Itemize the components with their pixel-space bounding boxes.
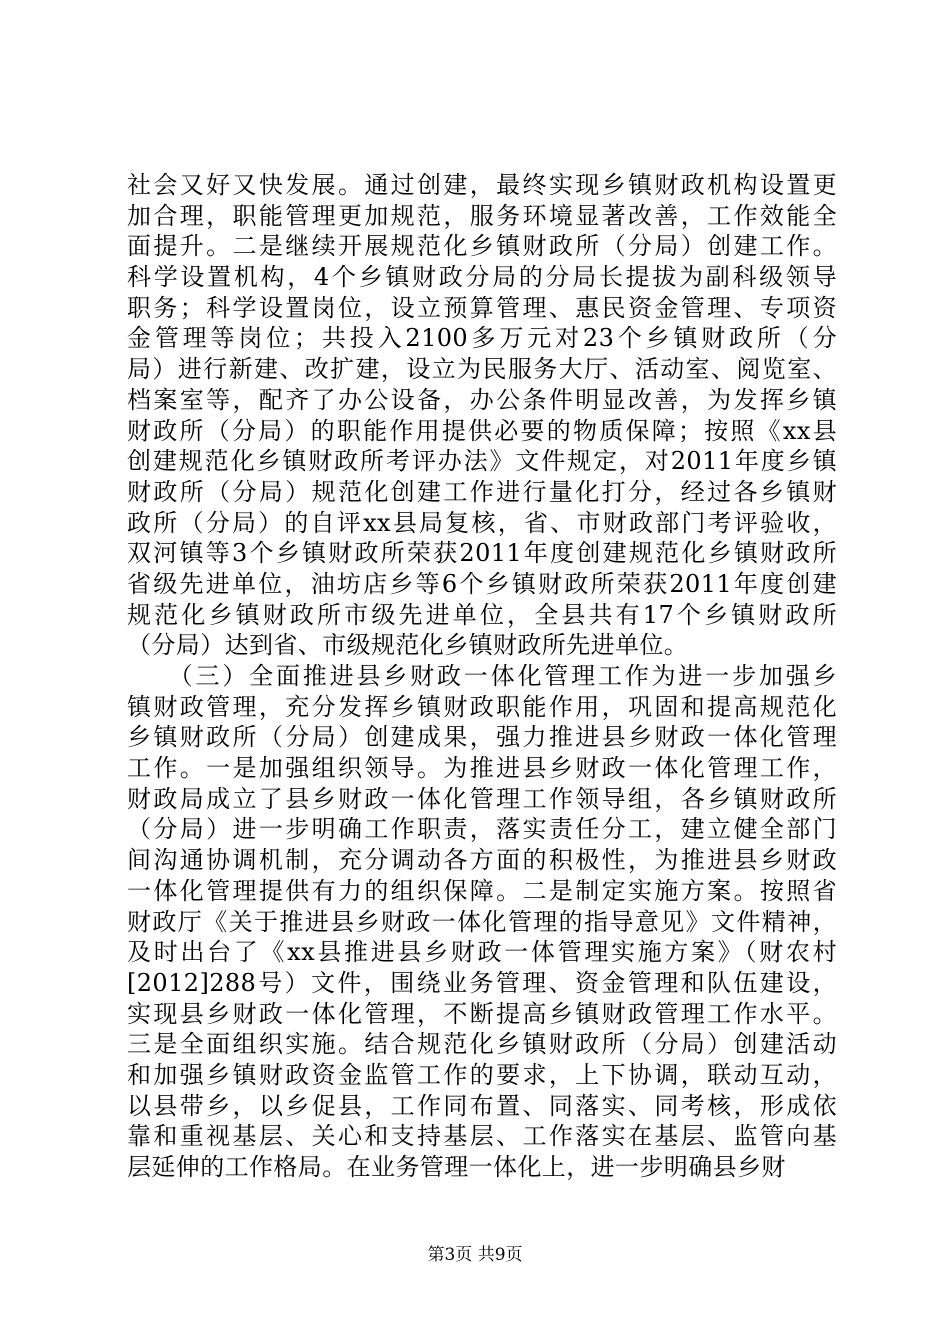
text-line: 工作。一是加强组织领导。为推进县乡财政一体化管理工作， (127, 754, 837, 783)
body-text (127, 170, 837, 1183)
text-line: 面提升。二是继续开展规范化乡镇财政所（分局）创建工作。 (127, 232, 837, 261)
text-line: 政所（分局）的自评xx县局复核，省、市财政部门考评验收， (127, 508, 837, 537)
text-line: 一体化管理提供有力的组织保障。二是制定实施方案。按照省 (127, 876, 837, 905)
text-line: 层延伸的工作格局。在业务管理一体化上，进一步明确县乡财 (127, 1153, 786, 1181)
text-line: 双河镇等3个乡镇财政所荣获2011年度创建规范化乡镇财政所 (127, 539, 837, 568)
text-line: 职务；科学设置岗位，设立预算管理、惠民资金管理、专项资 (127, 293, 837, 322)
text-line: 以县带乡，以乡促县，工作同布置、同落实、同考核，形成依 (127, 1091, 837, 1120)
text-line: 金管理等岗位；共投入2100多万元对23个乡镇财政所（分 (127, 324, 837, 353)
text-line: 省级先进单位，油坊店乡等6个乡镇财政所荣获2011年度创建 (127, 569, 837, 598)
text-line: 财政所（分局）的职能作用提供必要的物质保障；按照《xx县 (127, 416, 837, 445)
text-line: （三）全面推进县乡财政一体化管理工作为进一步加强乡 (127, 662, 837, 690)
text-line: 科学设置机构，4个乡镇财政分局的分局长提拔为副科级领导 (127, 263, 837, 292)
text-line: 档案室等，配齐了办公设备，办公条件明显改善，为发挥乡镇 (127, 385, 837, 414)
text-line: 财政局成立了县乡财政一体化管理工作领导组，各乡镇财政所 (127, 784, 837, 813)
text-line: （分局）达到省、市级规范化乡镇财政所先进单位。 (127, 631, 689, 660)
text-line: 社会又好又快发展。通过创建，最终实现乡镇财政机构设置更 (127, 171, 837, 199)
text-line: 镇财政管理，充分发挥乡镇财政职能作用，巩固和提高规范化 (127, 692, 837, 721)
text-line: 局）进行新建、改扩建，设立为民服务大厅、活动室、阅览室、 (127, 355, 837, 384)
text-line: 规范化乡镇财政所市级先进单位，全县共有17个乡镇财政所 (127, 600, 837, 629)
text-line: 财政所（分局）规范化创建工作进行量化打分，经过各乡镇财 (127, 477, 837, 506)
text-line: 间沟通协调机制，充分调动各方面的积极性，为推进县乡财政 (127, 846, 837, 875)
text-line: （分局）进一步明确工作职责，落实责任分工，建立健全部门 (127, 815, 837, 844)
page-footer: 第3页 共9页 (427, 1245, 523, 1265)
text-line: 创建规范化乡镇财政所考评办法》文件规定，对2011年度乡镇 (127, 447, 837, 476)
text-line: 实现县乡财政一体化管理，不断提高乡镇财政管理工作水平。 (127, 999, 837, 1028)
text-line: 乡镇财政所（分局）创建成果，强力推进县乡财政一体化管理 (127, 723, 837, 752)
text-line: [2012]288号）文件，围绕业务管理、资金管理和队伍建设， (127, 968, 837, 997)
text-line: 加合理，职能管理更加规范，服务环境显著改善，工作效能全 (127, 201, 837, 230)
text-line: 及时出台了《xx县推进县乡财政一体管理实施方案》（财农村 (127, 938, 837, 967)
text-line: 财政厅《关于推进县乡财政一体化管理的指导意见》文件精神， (127, 907, 837, 936)
text-line: 和加强乡镇财政资金监管工作的要求，上下协调，联动互动， (127, 1060, 837, 1089)
text-line: 三是全面组织实施。结合规范化乡镇财政所（分局）创建活动 (127, 1030, 837, 1059)
text-line: 靠和重视基层、关心和支持基层、工作落实在基层、监管向基 (127, 1122, 837, 1151)
